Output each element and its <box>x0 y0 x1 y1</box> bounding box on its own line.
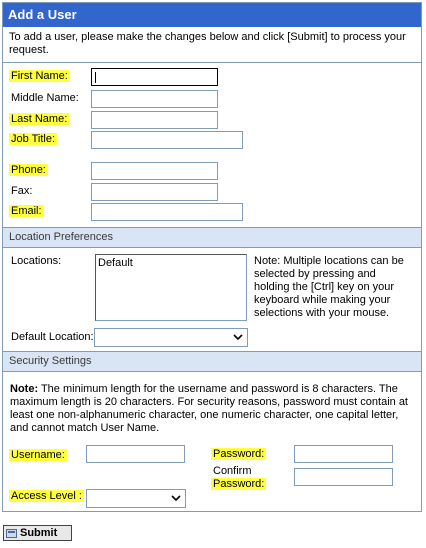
last-name-field[interactable] <box>91 111 218 129</box>
submit-label: Submit <box>20 527 58 539</box>
location-option[interactable]: Default <box>98 257 133 269</box>
intro-text: To add a user, please make the changes below and click [Submit] to process your request. <box>9 31 406 56</box>
security-settings-header: Security Settings <box>3 351 421 372</box>
phone-field[interactable] <box>91 162 218 180</box>
fax-field[interactable] <box>91 183 218 201</box>
text-caret <box>95 72 96 83</box>
access-level-select[interactable] <box>86 489 186 508</box>
default-location-label: Default Location: <box>11 331 94 343</box>
confirm-password-label-1: Confirm <box>213 465 252 477</box>
first-name-label: First Name: <box>11 70 68 82</box>
confirm-password-field[interactable] <box>294 468 393 486</box>
chevron-down-icon <box>171 493 181 503</box>
phone-label: Phone: <box>11 164 46 176</box>
username-label: Username: <box>11 449 65 461</box>
first-name-field[interactable] <box>91 68 218 86</box>
last-name-label: Last Name: <box>11 113 68 125</box>
locations-listbox[interactable] <box>95 254 247 321</box>
submit-button[interactable] <box>3 525 72 541</box>
submit-icon <box>6 529 17 538</box>
job-title-field[interactable] <box>91 131 243 149</box>
add-user-panel <box>2 2 422 512</box>
locations-note: Note: Multiple locations can be selected by pressing and holding the [Ctrl] key on your keyboard while making your selections with your mouse. <box>254 255 404 319</box>
password-field[interactable] <box>294 445 393 463</box>
job-title-label: Job Title: <box>11 133 56 145</box>
middle-name-field[interactable] <box>91 90 218 108</box>
divider <box>3 62 421 63</box>
default-location-select[interactable] <box>94 328 248 347</box>
access-level-label: Access Level : <box>11 490 82 502</box>
password-label: Password: <box>213 448 265 460</box>
security-note-prefix: Note: <box>10 383 39 395</box>
email-label: Email: <box>11 205 42 217</box>
security-note <box>10 383 416 435</box>
panel-title: Add a User <box>3 3 421 27</box>
chevron-down-icon <box>233 332 243 342</box>
fax-label: Fax: <box>11 185 33 197</box>
username-field[interactable] <box>86 445 185 463</box>
security-note-text: The minimum length for the username and password is 8 characters. The maximum length is 20 characters. For security reasons, password must contain at least one non-alphanumeric character, one numeric character, one capital letter, and cannot match User Name. <box>10 383 408 434</box>
email-field[interactable] <box>91 203 243 221</box>
middle-name-label: Middle Name: <box>11 92 79 104</box>
location-preferences-header: Location Preferences <box>3 227 421 248</box>
confirm-password-label-2: Password: <box>213 478 265 490</box>
locations-label: Locations: <box>11 255 62 267</box>
